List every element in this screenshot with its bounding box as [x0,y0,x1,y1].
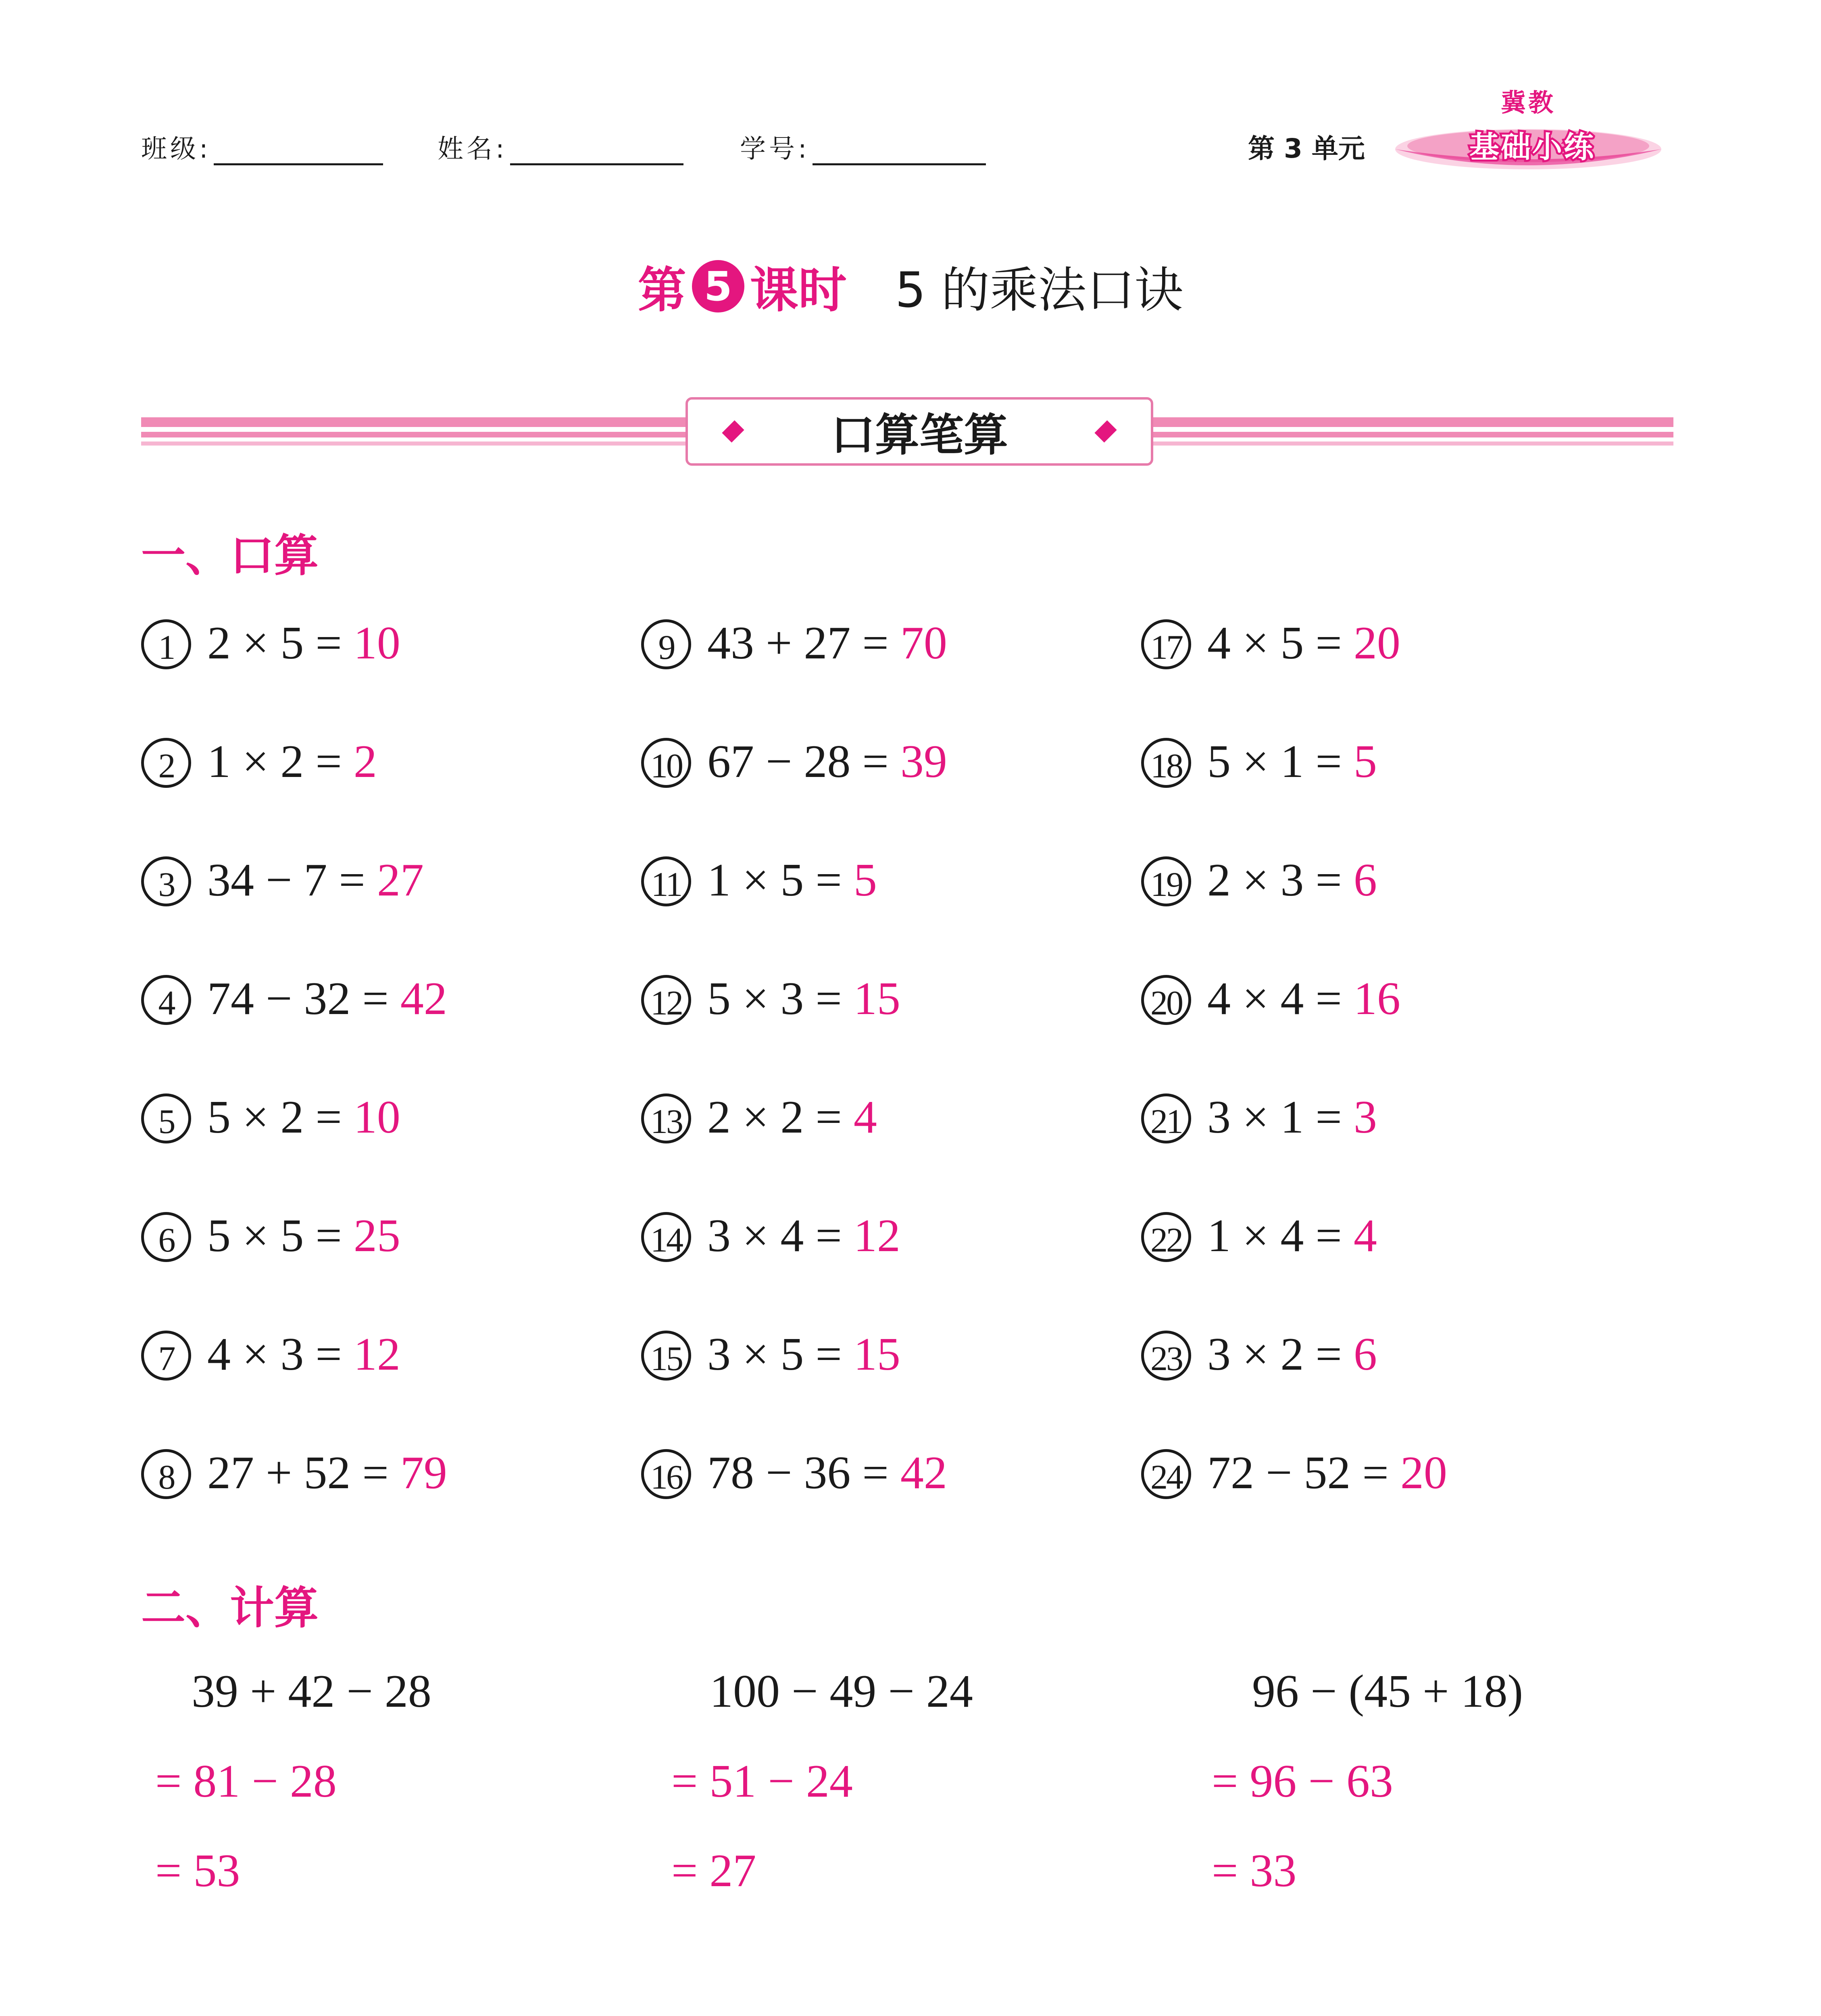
problem-answer: 10 [353,617,400,669]
student-no-blank[interactable] [813,131,986,165]
calc-step-1: = 81 − 28 [155,1756,337,1807]
problem-item [641,1326,900,1383]
calc-step-2: = 33 [1212,1845,1297,1897]
problem-answer: 27 [377,854,424,906]
problem-answer: 79 [400,1447,447,1499]
problem-answer: 15 [853,973,900,1025]
problem-item [141,1089,400,1145]
problem-answer: 70 [900,617,947,669]
problem-number-badge: 11 [641,856,691,906]
diamond-right-icon [1094,420,1117,442]
problem-answer: 3 [1353,1091,1377,1143]
problem-answer: 25 [353,1210,400,1262]
problem-expression: 67 − 28 = [707,736,889,787]
calc-expression: 100 − 49 − 24 [710,1666,973,1717]
problem-item [641,971,900,1027]
name-blank[interactable] [510,131,683,165]
problem-expression: 5 × 3 = [707,973,842,1025]
problem-number-badge: 6 [141,1212,191,1262]
problem-item [1141,971,1400,1027]
problem-item [1141,852,1377,908]
problem-number-badge: 3 [141,856,191,906]
problem-item [1141,1326,1377,1383]
problem-answer: 16 [1353,973,1400,1025]
problem-expression: 2 × 3 = [1207,854,1342,906]
problem-number-badge: 4 [141,975,191,1025]
problem-number-badge: 1 [141,619,191,669]
problem-number-badge: 9 [641,619,691,669]
calc-step-2: = 27 [671,1845,756,1897]
problem-item [641,1089,877,1145]
problem-answer: 2 [353,736,377,787]
problem-answer: 4 [853,1091,877,1143]
problem-item [141,733,377,790]
problem-number-badge: 21 [1141,1093,1191,1143]
section-banner [685,397,1153,466]
problem-number-badge: 24 [1141,1449,1191,1499]
section1-heading: 一、口算 [141,530,319,581]
problem-number-badge: 14 [641,1212,691,1262]
calc-step-1: = 96 − 63 [1212,1756,1393,1807]
problem-number-badge: 13 [641,1093,691,1143]
diamond-left-icon [722,420,744,442]
problem-item [141,971,447,1027]
problem-answer: 12 [353,1329,400,1380]
calc-step-2: = 53 [155,1845,240,1897]
problem-expression: 4 × 4 = [1207,973,1342,1025]
name-field [438,121,683,165]
lesson-number-badge: 5 [692,260,744,312]
class-label: 班级: [141,134,211,164]
problem-answer: 15 [853,1329,900,1380]
problem-expression: 2 × 2 = [707,1091,842,1143]
problem-item [141,615,400,671]
problem-item [141,1208,400,1264]
problem-expression: 3 × 2 = [1207,1329,1342,1380]
problem-item [641,1445,947,1501]
problem-answer: 42 [900,1447,947,1499]
problem-item [1141,1089,1377,1145]
problem-expression: 2 × 5 = [207,617,342,669]
problem-answer: 6 [1353,1329,1377,1380]
problem-answer: 12 [853,1210,900,1262]
problem-expression: 3 × 4 = [707,1210,842,1262]
problem-expression: 43 + 27 = [707,617,889,669]
problem-expression: 4 × 3 = [207,1329,342,1380]
calc-expression: 39 + 42 − 28 [192,1666,431,1717]
class-blank[interactable] [214,131,383,165]
problem-item [1141,1208,1377,1264]
problem-item [141,1445,447,1501]
problem-item [1141,615,1400,671]
problem-number-badge: 19 [1141,856,1191,906]
problem-item [1141,733,1377,790]
problem-number-badge: 10 [641,738,691,788]
section2-heading: 二、计算 [141,1582,319,1634]
problem-answer: 20 [1353,617,1400,669]
problem-answer: 5 [853,854,877,906]
calc-expression: 96 − (45 + 18) [1252,1666,1523,1717]
brand-name: 基础小练 [1469,130,1595,165]
problem-number-badge: 16 [641,1449,691,1499]
problem-number-badge: 20 [1141,975,1191,1025]
lesson-suffix: 课时 [750,262,847,319]
problem-item [1141,1445,1447,1501]
problem-item [641,852,877,908]
problem-number-badge: 18 [1141,738,1191,788]
problem-number-badge: 2 [141,738,191,788]
lesson-prefix: 第 [638,262,686,319]
problem-answer: 10 [353,1091,400,1143]
problem-expression: 1 × 2 = [207,736,342,787]
student-no-field [740,121,986,165]
problem-number-badge: 5 [141,1093,191,1143]
problem-expression: 72 − 52 = [1207,1447,1389,1499]
problem-item [641,1208,900,1264]
publisher-label: 冀教 [1500,88,1556,117]
lesson-title [0,250,1821,323]
problem-expression: 1 × 4 = [1207,1210,1342,1262]
problem-number-badge: 17 [1141,619,1191,669]
problem-answer: 6 [1353,854,1377,906]
name-label: 姓名: [438,134,508,164]
problem-number-badge: 8 [141,1449,191,1499]
lesson-name: 5 的乘法口诀 [895,262,1183,319]
problem-expression: 1 × 5 = [707,854,842,906]
problem-expression: 74 − 32 = [207,973,389,1025]
problem-expression: 3 × 5 = [707,1329,842,1380]
problem-item [641,733,947,790]
problem-expression: 5 × 5 = [207,1210,342,1262]
calc-step-1: = 51 − 24 [671,1756,853,1807]
problem-answer: 39 [900,736,947,787]
problem-answer: 42 [400,973,447,1025]
problem-number-badge: 22 [1141,1212,1191,1262]
problem-number-badge: 15 [641,1331,691,1381]
problem-answer: 4 [1353,1210,1377,1262]
problem-number-badge: 23 [1141,1331,1191,1381]
problem-item [141,1326,400,1383]
student-no-label: 学号: [740,134,810,164]
unit-label: 第 3 单元 [1248,133,1365,164]
problem-item [141,852,424,908]
problem-expression: 3 × 1 = [1207,1091,1342,1143]
banner-title: 口算笔算 [831,409,1008,461]
problem-expression: 5 × 2 = [207,1091,342,1143]
problem-answer: 20 [1400,1447,1447,1499]
problem-expression: 34 − 7 = [207,854,365,906]
problem-item [641,615,947,671]
class-field [141,121,383,165]
problem-expression: 78 − 36 = [707,1447,889,1499]
problem-answer: 5 [1353,736,1377,787]
problem-number-badge: 7 [141,1331,191,1381]
problem-expression: 5 × 1 = [1207,736,1342,787]
problem-number-badge: 12 [641,975,691,1025]
problem-expression: 27 + 52 = [207,1447,389,1499]
problem-expression: 4 × 5 = [1207,617,1342,669]
